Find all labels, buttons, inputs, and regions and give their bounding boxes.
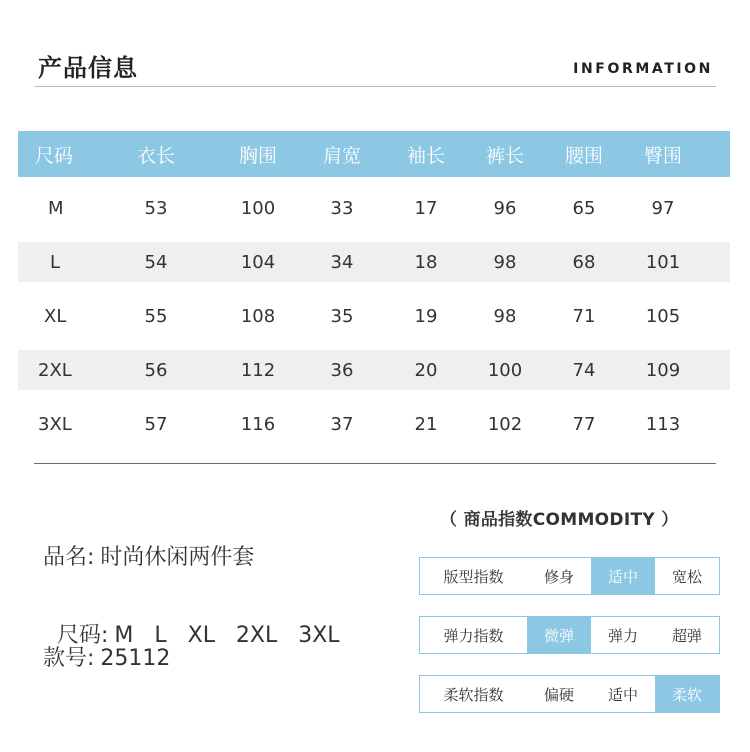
scale-name: 柔软指数: [443, 685, 504, 704]
title-divider: [34, 86, 716, 87]
table-cell: 55: [144, 305, 168, 327]
table-cell: 105: [645, 305, 681, 327]
column-header: 肩宽: [322, 144, 361, 167]
table-cell: 35: [330, 305, 354, 327]
scale-option: 修身: [543, 567, 574, 586]
table-cell: 65: [572, 197, 596, 219]
size-table: [18, 131, 730, 451]
table-cell: 57: [144, 413, 168, 435]
product-size-label: 尺码:: [57, 623, 109, 648]
column-header: 衣长: [136, 144, 175, 167]
table-cell: 71: [572, 305, 596, 327]
product-name-label: 品名:: [43, 545, 95, 570]
table-cell: 108: [240, 305, 276, 327]
page-title: 产品信息: [38, 54, 138, 82]
product-code: [43, 641, 170, 672]
column-header: 胸围: [238, 144, 277, 167]
scale-option: 偏硬: [543, 685, 574, 704]
table-row: [18, 181, 730, 235]
page-title-en: INFORMATION: [573, 61, 713, 77]
table-cell: 96: [493, 197, 517, 219]
table-cell: 19: [414, 305, 438, 327]
table-row: [18, 242, 730, 282]
table-cell: L: [50, 251, 61, 273]
table-cell: 54: [144, 251, 168, 273]
table-cell: 102: [487, 413, 523, 435]
scale-option: 适中: [607, 685, 638, 704]
commodity-title: （ 商品指数COMMODITY ）: [440, 510, 679, 530]
table-cell: 100: [487, 359, 523, 381]
column-header: 裤长: [485, 144, 524, 167]
table-cell: 21: [414, 413, 438, 435]
column-header: 腰围: [564, 144, 603, 167]
table-cell: 3XL: [38, 413, 72, 435]
table-cell: 74: [572, 359, 596, 381]
table-cell: 101: [645, 251, 681, 273]
softness-index-scale: [419, 675, 720, 713]
column-header: 袖长: [406, 144, 445, 167]
table-row: [18, 397, 730, 451]
product-size-value: M L XL 2XL 3XL: [114, 623, 340, 648]
table-cell: 20: [414, 359, 438, 381]
table-cell: 109: [645, 359, 681, 381]
table-cell: 33: [330, 197, 354, 219]
product-name-value: 时尚休闲两件套: [100, 545, 255, 570]
table-cell: 37: [330, 413, 354, 435]
table-row: [18, 289, 730, 343]
table-row: [18, 350, 730, 390]
table-cell: 97: [651, 197, 675, 219]
column-header: 尺码: [35, 144, 74, 167]
table-cell: 98: [493, 305, 517, 327]
table-cell: 113: [645, 413, 681, 435]
table-cell: 104: [240, 251, 276, 273]
table-cell: 112: [240, 359, 276, 381]
scale-name: 版型指数: [443, 567, 504, 586]
fit-index-scale: [419, 557, 720, 595]
table-cell: 18: [414, 251, 438, 273]
table-cell: 56: [144, 359, 168, 381]
product-code-value: 25112: [100, 646, 171, 671]
table-cell: 116: [240, 413, 276, 435]
table-cell: XL: [44, 305, 67, 327]
scale-option: 弹力: [607, 626, 638, 645]
product-code-label: 款号:: [43, 646, 95, 671]
table-cell: M: [48, 197, 64, 219]
table-cell: 77: [572, 413, 596, 435]
table-cell: 17: [414, 197, 438, 219]
table-bottom-divider: [34, 463, 716, 464]
scale-option-selected: 微弹: [527, 617, 591, 653]
table-header-row: [18, 131, 730, 177]
table-cell: 34: [330, 251, 354, 273]
table-cell: 53: [144, 197, 168, 219]
product-name: [43, 540, 254, 571]
column-header: 臀围: [643, 144, 682, 167]
scale-name: 弹力指数: [443, 626, 504, 645]
table-cell: 68: [572, 251, 596, 273]
scale-option-selected: 柔软: [655, 676, 719, 712]
table-cell: 36: [330, 359, 354, 381]
table-cell: 98: [493, 251, 517, 273]
scale-option: 超弹: [671, 626, 702, 645]
table-cell: 2XL: [38, 359, 72, 381]
elasticity-index-scale: [419, 616, 720, 654]
table-cell: 100: [240, 197, 276, 219]
scale-option: 宽松: [671, 567, 702, 586]
scale-option-selected: 适中: [591, 558, 655, 594]
